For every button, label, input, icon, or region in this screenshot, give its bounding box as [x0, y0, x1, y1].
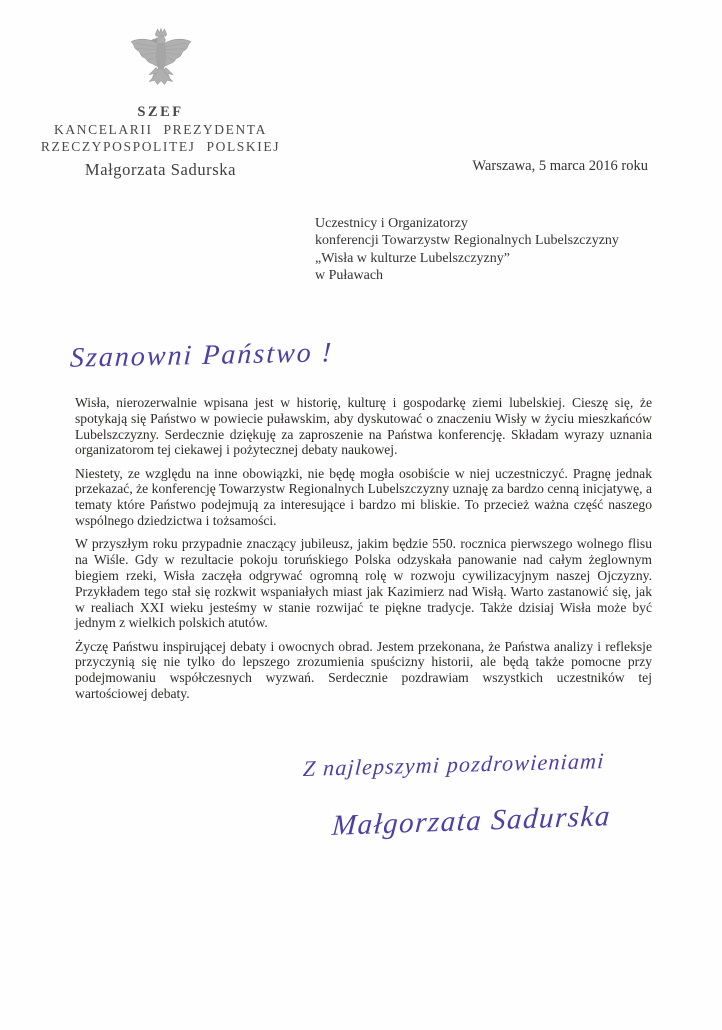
- recipient-line-2: konferencji Towarzystw Regionalnych Lubelszczyzny: [315, 233, 619, 249]
- recipient-line-3: „Wisła w kulturze Lubelszczyzny”: [315, 250, 510, 266]
- handwritten-salutation: Szanowni Państwo !: [69, 337, 334, 374]
- body-paragraph-2: Niestety, ze względu na inne obowiązki, nie będę mogła osobiście w niej uczestniczyć. Pragnę jednak przekazać, że konferencję Towarzystw Regionalnych Lubelszczyzny uznaję za bardzo cenną inicjatywę, a tematy które Państwo podejmują za interesujące i bardzo mi bliskie. To przecież ważna część naszego wspólnego dziedzictwa i tożsamości.: [75, 465, 652, 529]
- body-paragraph-3: W przyszłym roku przypadnie znaczący jubileusz, jakim będzie 550. rocznica pierwszego wolnego flisu na Wiśle. Gdy w rezultacie pokoju toruńskiego Polska odzyskała panowanie nad całym żeglownym biegiem rzeki, Wisła zaczęła odgrywać ogromną rolę w rozwoju cywilizacyjnym naszej Ojczyzny. Przykładem tego stał się rozkwit wspaniałych miast jak Kazimierz nad Wisłą. Warto zastanowić się, jak w realiach XXI wieku jesteśmy w stanie rozwijać te piękne tradycje. Także dzisiaj Wisła może być jednym z wielkich polskich atutów.: [75, 536, 652, 631]
- body-paragraph-1: Wisła, nierozerwalnie wpisana jest w historię, kulturę i gospodarkę ziemi lubelskiej. Cieszę się, że spotykają się Państwo w powiecie puławskim, aby dyskutować o znaczeniu Wisły w życiu mieszkańców Lubelszczyzny. Serdecznie dziękuję za zaproszenie na Państwa konferencję. Składam wyrazy uznania organizatorom tej ciekawej i pożytecznej debaty naukowej.: [75, 395, 652, 458]
- letterhead-title-line1: SZEF: [137, 104, 184, 120]
- recipient-line-1: Uczestnicy i Organizatorzy: [315, 216, 468, 231]
- recipient-block: [315, 215, 619, 284]
- letterhead-sender-name: Małgorzata Sadurska: [84, 160, 237, 179]
- letterhead-title-line2: KANCELARII PREZYDENTA: [54, 122, 267, 137]
- polish-eagle-emblem-icon: [126, 24, 196, 100]
- handwritten-valediction: Z najlepszymi pozdrowieniami: [302, 748, 606, 781]
- handwritten-signature: Małgorzata Sadurska: [330, 800, 613, 842]
- letter-body: [75, 395, 652, 709]
- letterhead-title-line3: RZECZYPOSPOLITEJ POLSKIEJ: [40, 139, 281, 154]
- letterhead: [38, 24, 283, 180]
- recipient-line-4: w Puławach: [315, 267, 384, 283]
- dateline: Warszawa, 5 marca 2016 roku: [472, 158, 648, 174]
- body-paragraph-4: Życzę Państwu inspirującej debaty i owocnych obrad. Jestem przekonana, że Państwa analizy i refleksje przyczynią się nie tylko do lepszego zrozumienia spuścizny historii, ale będą także pomocne przy podejmowaniu współczesnych wyzwań. Serdecznie pozdrawiam wszystkich uczestników tej wartościowej debaty.: [75, 638, 652, 702]
